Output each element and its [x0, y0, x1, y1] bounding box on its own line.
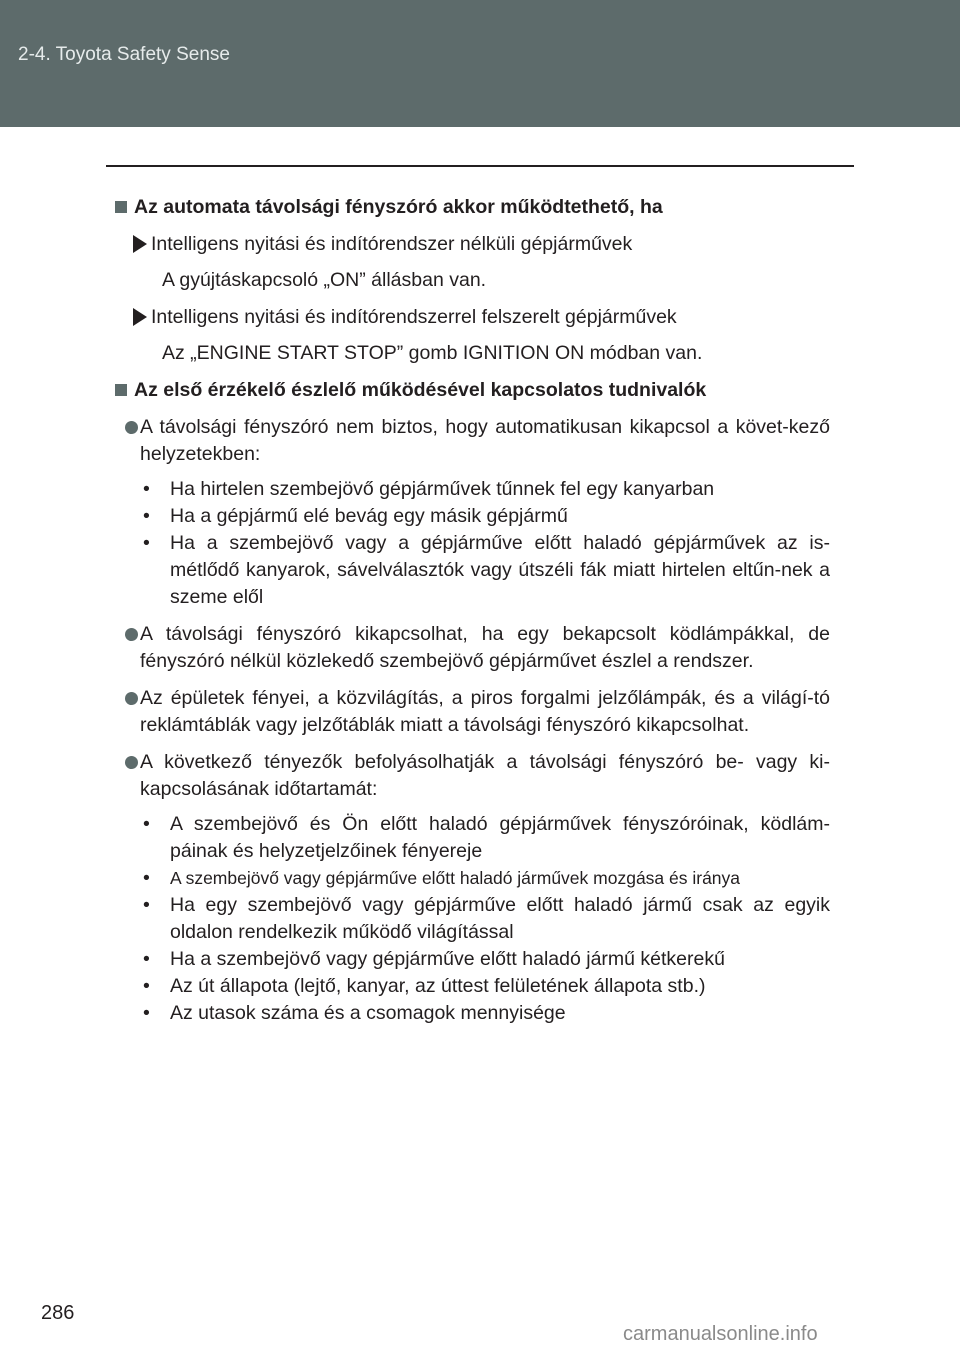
circle-bullet-icon: [125, 421, 138, 434]
list-item: • A szembejövő vagy gépjárműve előtt haladó járművek mozgása és iránya: [143, 867, 741, 889]
bullet-list: [141, 476, 830, 611]
circle-bullet-icon: [125, 628, 138, 641]
list-item: • Az utasok száma és a csomagok mennyisége: [143, 1002, 566, 1024]
arrow-right-icon: [133, 235, 147, 253]
note-item: A távolsági fényszóró nem biztos, hogy automatikusan kikapcsol a követ-kező helyzetekben:: [125, 414, 830, 468]
list-item: • Ha egy szembejövő vagy gépjárműve előtt haladó jármű csak az egyik oldalon rendelkezik működő világítással: [143, 894, 830, 943]
condition-detail: Az „ENGINE START STOP” gomb IGNITION ON módban van.: [162, 342, 703, 364]
list-item: • A szembejövő és Ön előtt haladó gépjárművek fényszóróinak, ködlám-páinak és helyzetjelzőinek fényereje: [143, 813, 830, 862]
list-item: • Ha a szembejövő vagy a gépjárműve előtt haladó gépjárművek az is-métlődő kanyarok, sávelválasztók vagy útszéli fák miatt hirtelen eltűn-nek a szeme elől: [143, 532, 830, 608]
page-header: [0, 0, 960, 127]
condition-detail: A gyújtáskapcsoló „ON” állásban van.: [162, 269, 487, 291]
circle-bullet-icon: [125, 692, 138, 705]
watermark: carmanualsonline.info: [623, 1323, 818, 1345]
list-item: • Ha a gépjármű elé bevág egy másik gépjármű: [143, 505, 568, 527]
note-item: A távolsági fényszóró kikapcsolhat, ha egy bekapcsolt ködlámpákkal, de fényszóró nélkül közlekedő szembejövő gépjárművet észlel a rendszer.: [125, 621, 830, 675]
page-number: 286: [41, 1302, 75, 1324]
list-item: • Ha hirtelen szembejövő gépjárművek tűnnek fel egy kanyarban: [143, 478, 715, 500]
divider: [106, 165, 854, 167]
square-bullet-icon: [115, 201, 127, 213]
circle-bullet-icon: [125, 756, 138, 769]
section-heading: Az automata távolsági fényszóró akkor működtethető, ha: [113, 194, 830, 221]
list-item: • Ha a szembejövő vagy gépjárműve előtt haladó jármű kétkerekű: [143, 948, 725, 970]
note-item: A következő tényezők befolyásolhatják a távolsági fényszóró be- vagy ki-kapcsolásának időtartamát:: [125, 749, 830, 803]
bullet-list: [141, 811, 830, 1027]
arrow-right-icon: [133, 308, 147, 326]
condition-item: Intelligens nyitási és indítórendszer nélküli gépjárművek: [129, 231, 830, 258]
square-bullet-icon: [115, 384, 127, 396]
page-content: [113, 194, 830, 1037]
list-item: • Az út állapota (lejtő, kanyar, az úttest felületének állapota stb.): [143, 975, 706, 997]
condition-item: Intelligens nyitási és indítórendszerrel felszerelt gépjárművek: [129, 304, 830, 331]
section-heading: Az első érzékelő észlelő működésével kapcsolatos tudnivalók: [113, 377, 830, 404]
section-title: 2-4. Toyota Safety Sense: [18, 44, 230, 65]
note-item: Az épületek fényei, a közvilágítás, a piros forgalmi jelzőlámpák, és a világí-tó reklámtáblák vagy jelzőtáblák miatt a távolsági fényszóró kikapcsolhat.: [125, 685, 830, 739]
